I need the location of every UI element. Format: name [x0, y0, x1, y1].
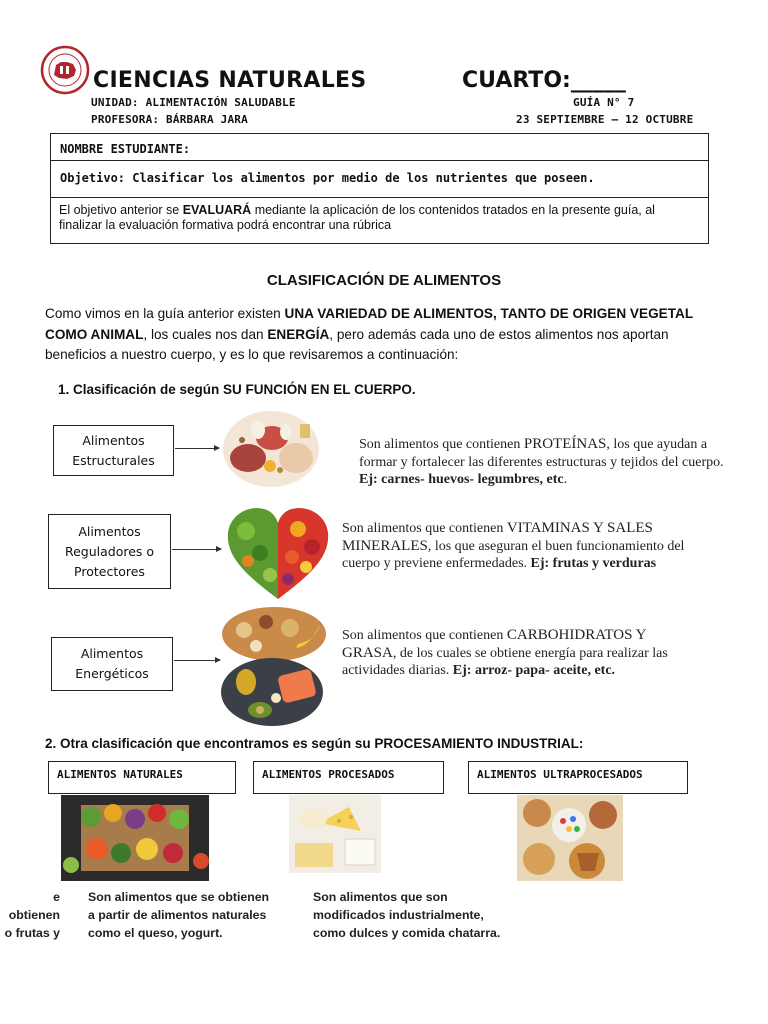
date-range: 23 SEPTIEMBRE – 12 OCTUBRE — [516, 113, 694, 126]
category-description-energetic: Son alimentos que contienen CARBOHIDRATOS Y GRASA, de los cuales se obtiene energía para realizar las actividades diarias. Ej: arroz- papa- aceite, etc. — [342, 627, 668, 678]
unit-label: UNIDAD: ALIMENTACIÓN SALUDABLE — [91, 96, 296, 109]
ultraprocessed-foods-box: ALIMENTOS ULTRAPROCESADOS — [468, 761, 688, 794]
arrow-icon — [172, 549, 221, 550]
evaluation-row — [51, 198, 708, 245]
section-heading: CLASIFICACIÓN DE ALIMENTOS — [266, 272, 502, 289]
category-box-energetic: Alimentos Energéticos — [51, 637, 173, 691]
objective-text: Objetivo: Clasificar los alimentos por medio de los nutrientes que poseen. — [60, 171, 595, 185]
school-logo — [40, 45, 90, 95]
natural-foods-image — [61, 795, 209, 881]
category-description-structural: Son alimentos que contienen PROTEÍNAS, los que ayudan a formar y fortalecer las diferentes estructuras y tejidos del cuerpo. Ej: carnes- huevos- legumbres, etc. — [359, 436, 724, 487]
teacher-label: PROFESORA: BÁRBARA JARA — [91, 113, 248, 126]
section-2-title: 2. Otra clasificación que encontramos es según su PROCESAMIENTO INDUSTRIAL: — [45, 736, 584, 751]
processed-foods-text: Son alimentos que se obtienen a partir de alimentos naturales como el queso, yogurt. — [88, 890, 270, 940]
page-title: CIENCIAS NATURALES — [93, 68, 367, 93]
intro-paragraph: Como vimos en la guía anterior existen UNA VARIEDAD DE ALIMENTOS, TANTO DE ORIGEN VEGETAL COMO ANIMAL, los cuales nos dan ENERGÍA, pero además cada uno de estos alimentos nos aportan beneficios a nuestro cuerpo, y es lo que revisaremos a continuación: — [45, 306, 693, 362]
ultraprocessed-foods-image — [517, 795, 623, 881]
student-name-label: NOMBRE ESTUDIANTE: — [60, 142, 191, 156]
processed-foods-box: ALIMENTOS PROCESADOS — [253, 761, 444, 794]
student-info-box — [50, 133, 709, 244]
section-1-title: 1. Clasificación de según SU FUNCIÓN EN EL CUERPO. — [58, 382, 416, 397]
protein-foods-image — [222, 410, 320, 488]
category-box-regulators: Alimentos Reguladores o Protectores — [48, 514, 171, 589]
natural-foods-text-cut: e obtienen o frutas y — [4, 890, 60, 940]
evaluation-text: El objetivo anterior se EVALUARÁ mediante la aplicación de los contenidos tratados en la presente guía, al finalizar la evaluación formativa podrá encontrar una rúbrica — [59, 203, 655, 232]
category-description-regulators: Son alimentos que contienen VITAMINAS Y SALES MINERALES, los que aseguran el buen funcionamiento del cuerpo y previene enfermedades. Ej: frutas y verduras — [342, 520, 685, 571]
processed-foods-image — [289, 795, 381, 873]
arrow-icon — [175, 448, 219, 449]
objective-row — [51, 161, 708, 198]
natural-foods-box: ALIMENTOS NATURALES — [48, 761, 236, 794]
grade-field: CUARTO:_____ — [462, 68, 626, 93]
ultraprocessed-foods-text: Son alimentos que son modificados industrialmente, como dulces y comida chatarra. — [313, 890, 501, 940]
fruits-vegetables-heart-image — [226, 505, 330, 601]
arrow-icon — [174, 660, 220, 661]
student-name-row[interactable] — [51, 134, 708, 161]
guide-number: GUÍA N° 7 — [573, 96, 635, 109]
energy-foods-image — [220, 606, 328, 728]
category-box-structural: Alimentos Estructurales — [53, 425, 174, 476]
